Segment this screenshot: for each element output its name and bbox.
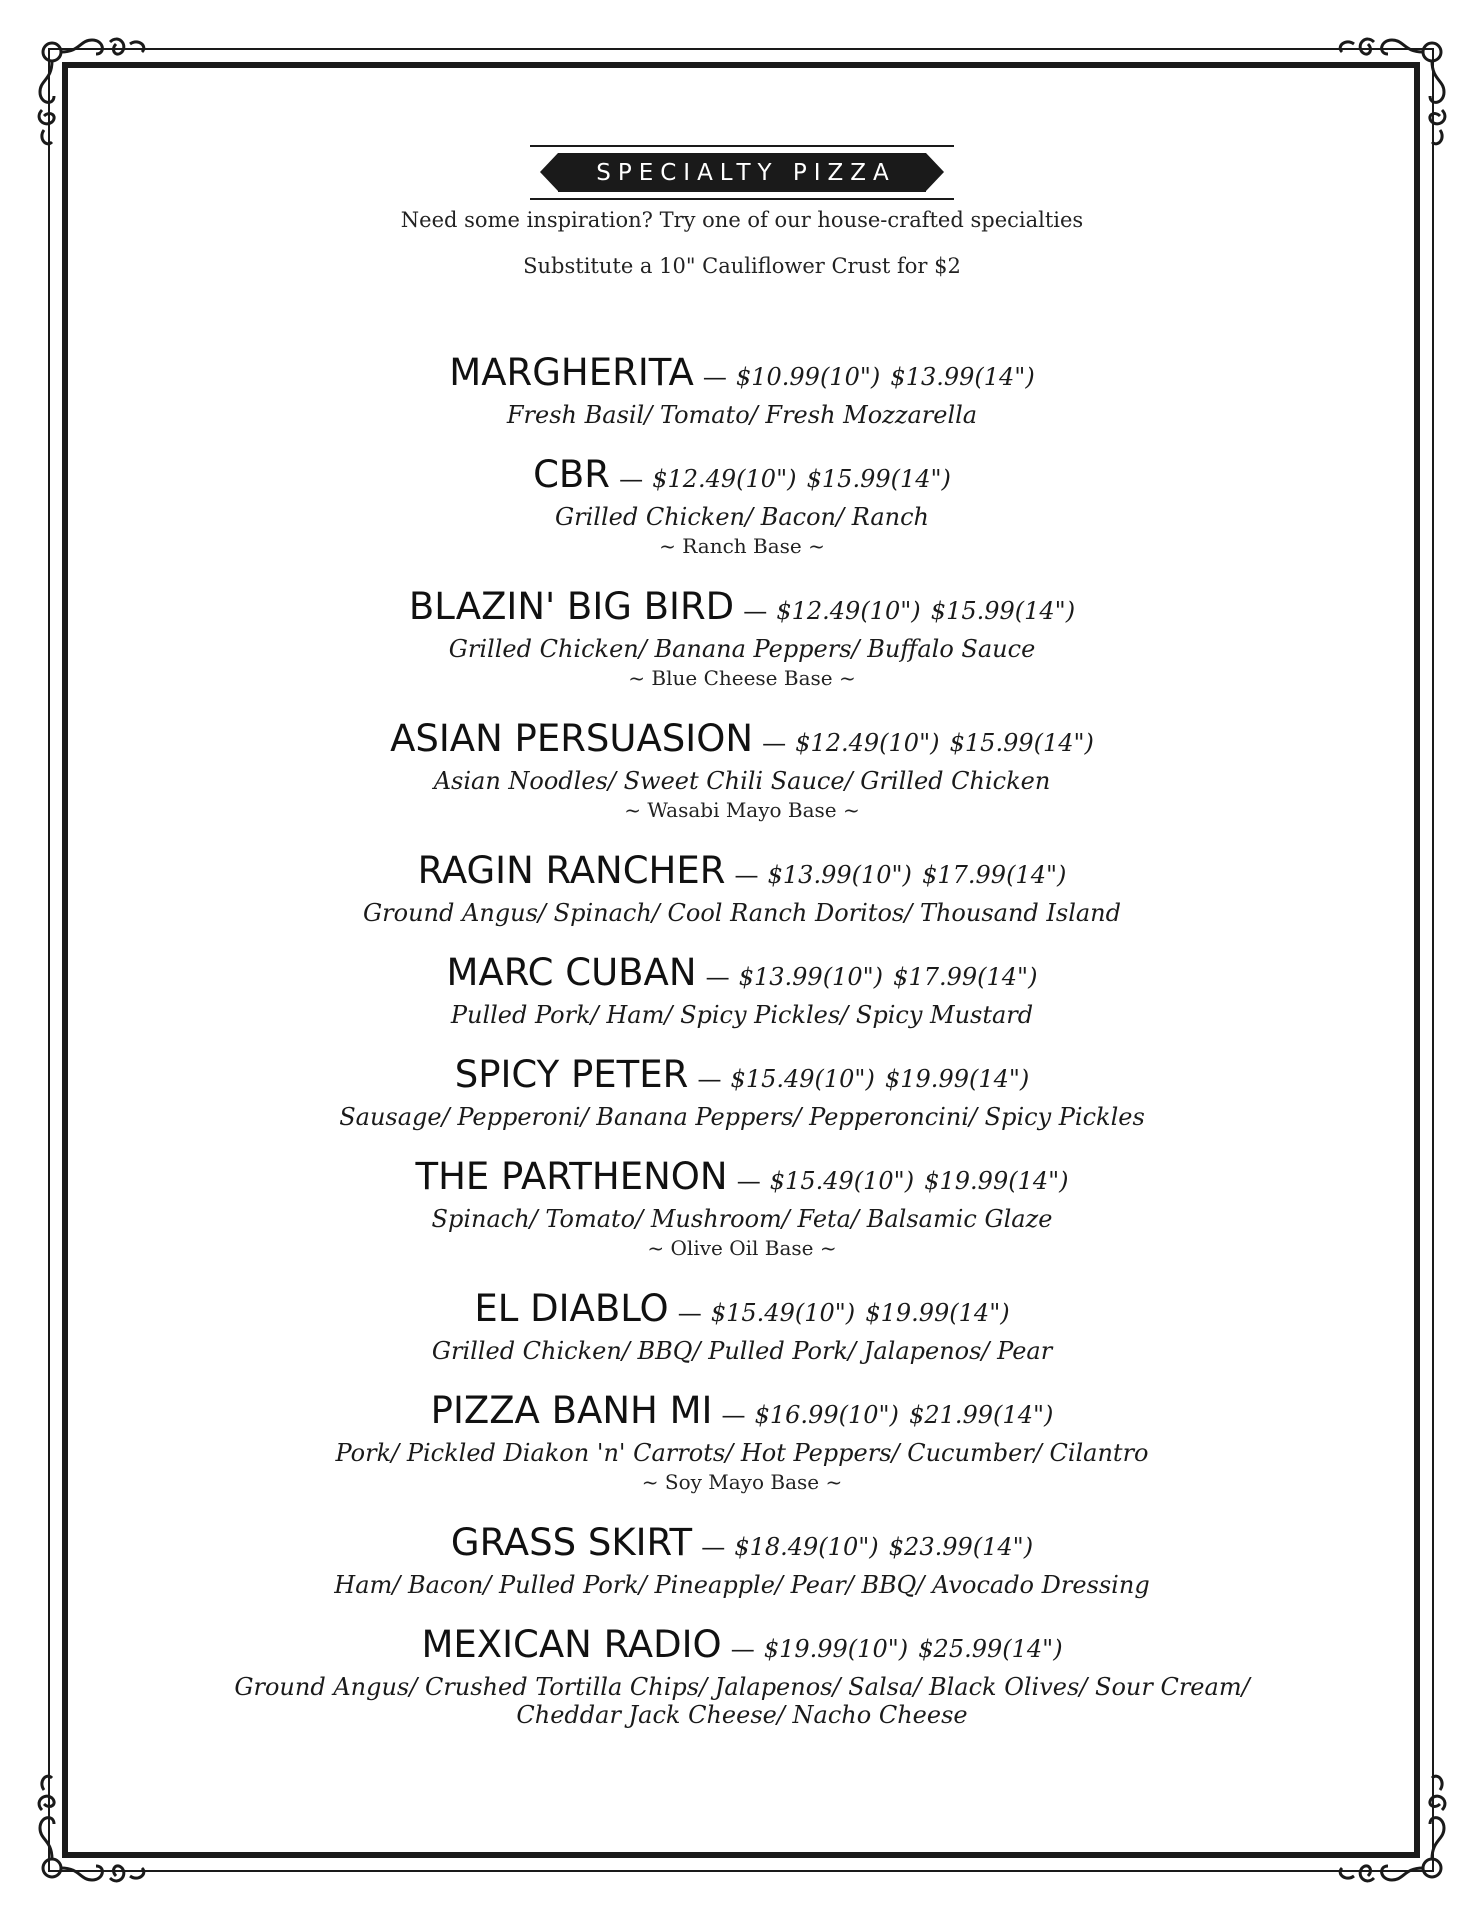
price-small: $12.49(10") (652, 465, 797, 493)
item-name: GRASS SKIRT (450, 1521, 693, 1564)
item-toppings: Ground Angus/ Spinach/ Cool Ranch Doritos/ Thousand Island (363, 899, 1121, 927)
price-large: $15.99(14") (949, 729, 1094, 757)
price-small: $15.49(10") (710, 1299, 856, 1327)
item-toppings: Fresh Basil/ Tomato/ Fresh Mozzarella (506, 401, 978, 429)
price-small: $15.49(10") (769, 1167, 915, 1195)
item-toppings: Pulled Pork/ Ham/ Spicy Pickles/ Spicy Mustard (450, 1001, 1034, 1029)
menu-item (100, 586, 1384, 693)
price-small: $19.99(10") (763, 1635, 909, 1663)
price-large: $15.99(14") (930, 597, 1076, 625)
item-name: CBR (533, 453, 610, 496)
item-base: ~ Soy Mayo Base ~ (641, 1470, 843, 1494)
price-small: $12.49(10") (776, 597, 921, 625)
item-base: ~ Olive Oil Base ~ (647, 1236, 837, 1260)
price-large: $15.99(14") (806, 465, 951, 493)
menu-item (100, 1522, 1384, 1599)
item-name: BLAZIN' BIG BIRD (408, 585, 735, 628)
substitute-note: Substitute a 10" Cauliflower Crust for $2 (523, 254, 961, 278)
price-large: $17.99(14") (893, 963, 1038, 991)
dash: — (730, 1635, 755, 1663)
price-large: $17.99(14") (922, 861, 1067, 889)
dash: — (619, 465, 644, 493)
menu-item (100, 718, 1384, 825)
price-large: $19.99(14") (885, 1065, 1030, 1093)
item-name: EL DIABLO (474, 1287, 669, 1330)
dash: — (677, 1299, 702, 1327)
menu-item (100, 1054, 1384, 1131)
banner-title (558, 153, 926, 192)
price-large: $25.99(14") (918, 1635, 1063, 1663)
item-toppings: Pork/ Pickled Diakon 'n' Carrots/ Hot Peppers/ Cucumber/ Cilantro (335, 1439, 1149, 1467)
banner-title-text: SPECIALTY PIZZA (596, 160, 896, 186)
dash: — (702, 363, 727, 391)
item-toppings: Spinach/ Tomato/ Mushroom/ Feta/ Balsamic Glaze (431, 1205, 1053, 1233)
price-small: $13.99(10") (767, 861, 912, 889)
price-large: $13.99(14") (890, 363, 1035, 391)
price-small: $15.49(10") (730, 1065, 875, 1093)
menu-item (100, 1156, 1384, 1263)
item-base: ~ Wasabi Mayo Base ~ (624, 798, 860, 822)
menu-list (100, 352, 1384, 1754)
item-name: ASIAN PERSUASION (390, 717, 753, 760)
price-large: $19.99(14") (924, 1167, 1069, 1195)
menu-item (100, 454, 1384, 561)
price-large: $21.99(14") (909, 1401, 1054, 1429)
dash: — (762, 729, 787, 757)
item-base: ~ Ranch Base ~ (659, 534, 825, 558)
price-small: $10.99(10") (735, 363, 881, 391)
menu-item (100, 1390, 1384, 1497)
menu-item (100, 850, 1384, 927)
item-toppings: Asian Noodles/ Sweet Chili Sauce/ Grilled Chicken (433, 767, 1051, 795)
item-toppings-continued: Cheddar Jack Cheese/ Nacho Cheese (516, 1701, 968, 1729)
dash: — (736, 1167, 761, 1195)
dash: — (743, 597, 768, 625)
item-name: THE PARTHENON (415, 1155, 728, 1198)
price-large: $19.99(14") (865, 1299, 1010, 1327)
flourish-corner-icon (30, 30, 170, 170)
dash: — (721, 1401, 746, 1429)
price-small: $18.49(10") (734, 1533, 879, 1561)
item-toppings: Grilled Chicken/ BBQ/ Pulled Pork/ Jalapenos/ Pear (431, 1337, 1053, 1365)
dash: — (705, 963, 730, 991)
dash: — (697, 1065, 722, 1093)
item-toppings: Sausage/ Pepperoni/ Banana Peppers/ Pepperoncini/ Spicy Pickles (339, 1103, 1145, 1131)
title-banner (0, 153, 1484, 192)
item-name: MEXICAN RADIO (421, 1623, 722, 1666)
item-base: ~ Blue Cheese Base ~ (628, 666, 856, 690)
item-name: MARGHERITA (449, 351, 694, 394)
flourish-corner-icon (1314, 1750, 1454, 1890)
price-small: $16.99(10") (754, 1401, 899, 1429)
flourish-corner-icon (1314, 30, 1454, 170)
item-toppings: Grilled Chicken/ Bacon/ Ranch (554, 503, 929, 531)
item-name: SPICY PETER (454, 1053, 689, 1096)
menu-item (100, 952, 1384, 1029)
dash: — (734, 861, 759, 889)
item-name: MARC CUBAN (446, 951, 697, 994)
dash: — (701, 1533, 726, 1561)
item-name: RAGIN RANCHER (417, 849, 726, 892)
item-toppings: Ground Angus/ Crushed Tortilla Chips/ Jalapenos/ Salsa/ Black Olives/ Sour Cream/ (234, 1673, 1250, 1701)
item-name: PIZZA BANH MI (430, 1389, 713, 1432)
flourish-corner-icon (30, 1750, 170, 1890)
menu-item (100, 1288, 1384, 1365)
menu-item (100, 352, 1384, 429)
item-toppings: Ham/ Bacon/ Pulled Pork/ Pineapple/ Pear/ BBQ/ Avocado Dressing (334, 1571, 1150, 1599)
price-small: $13.99(10") (738, 963, 883, 991)
price-large: $23.99(14") (888, 1533, 1034, 1561)
intro-text: Need some inspiration? Try one of our house-crafted specialties (400, 208, 1084, 232)
item-toppings: Grilled Chicken/ Banana Peppers/ Buffalo Sauce (448, 635, 1036, 663)
price-small: $12.49(10") (795, 729, 940, 757)
menu-item (100, 1624, 1384, 1729)
